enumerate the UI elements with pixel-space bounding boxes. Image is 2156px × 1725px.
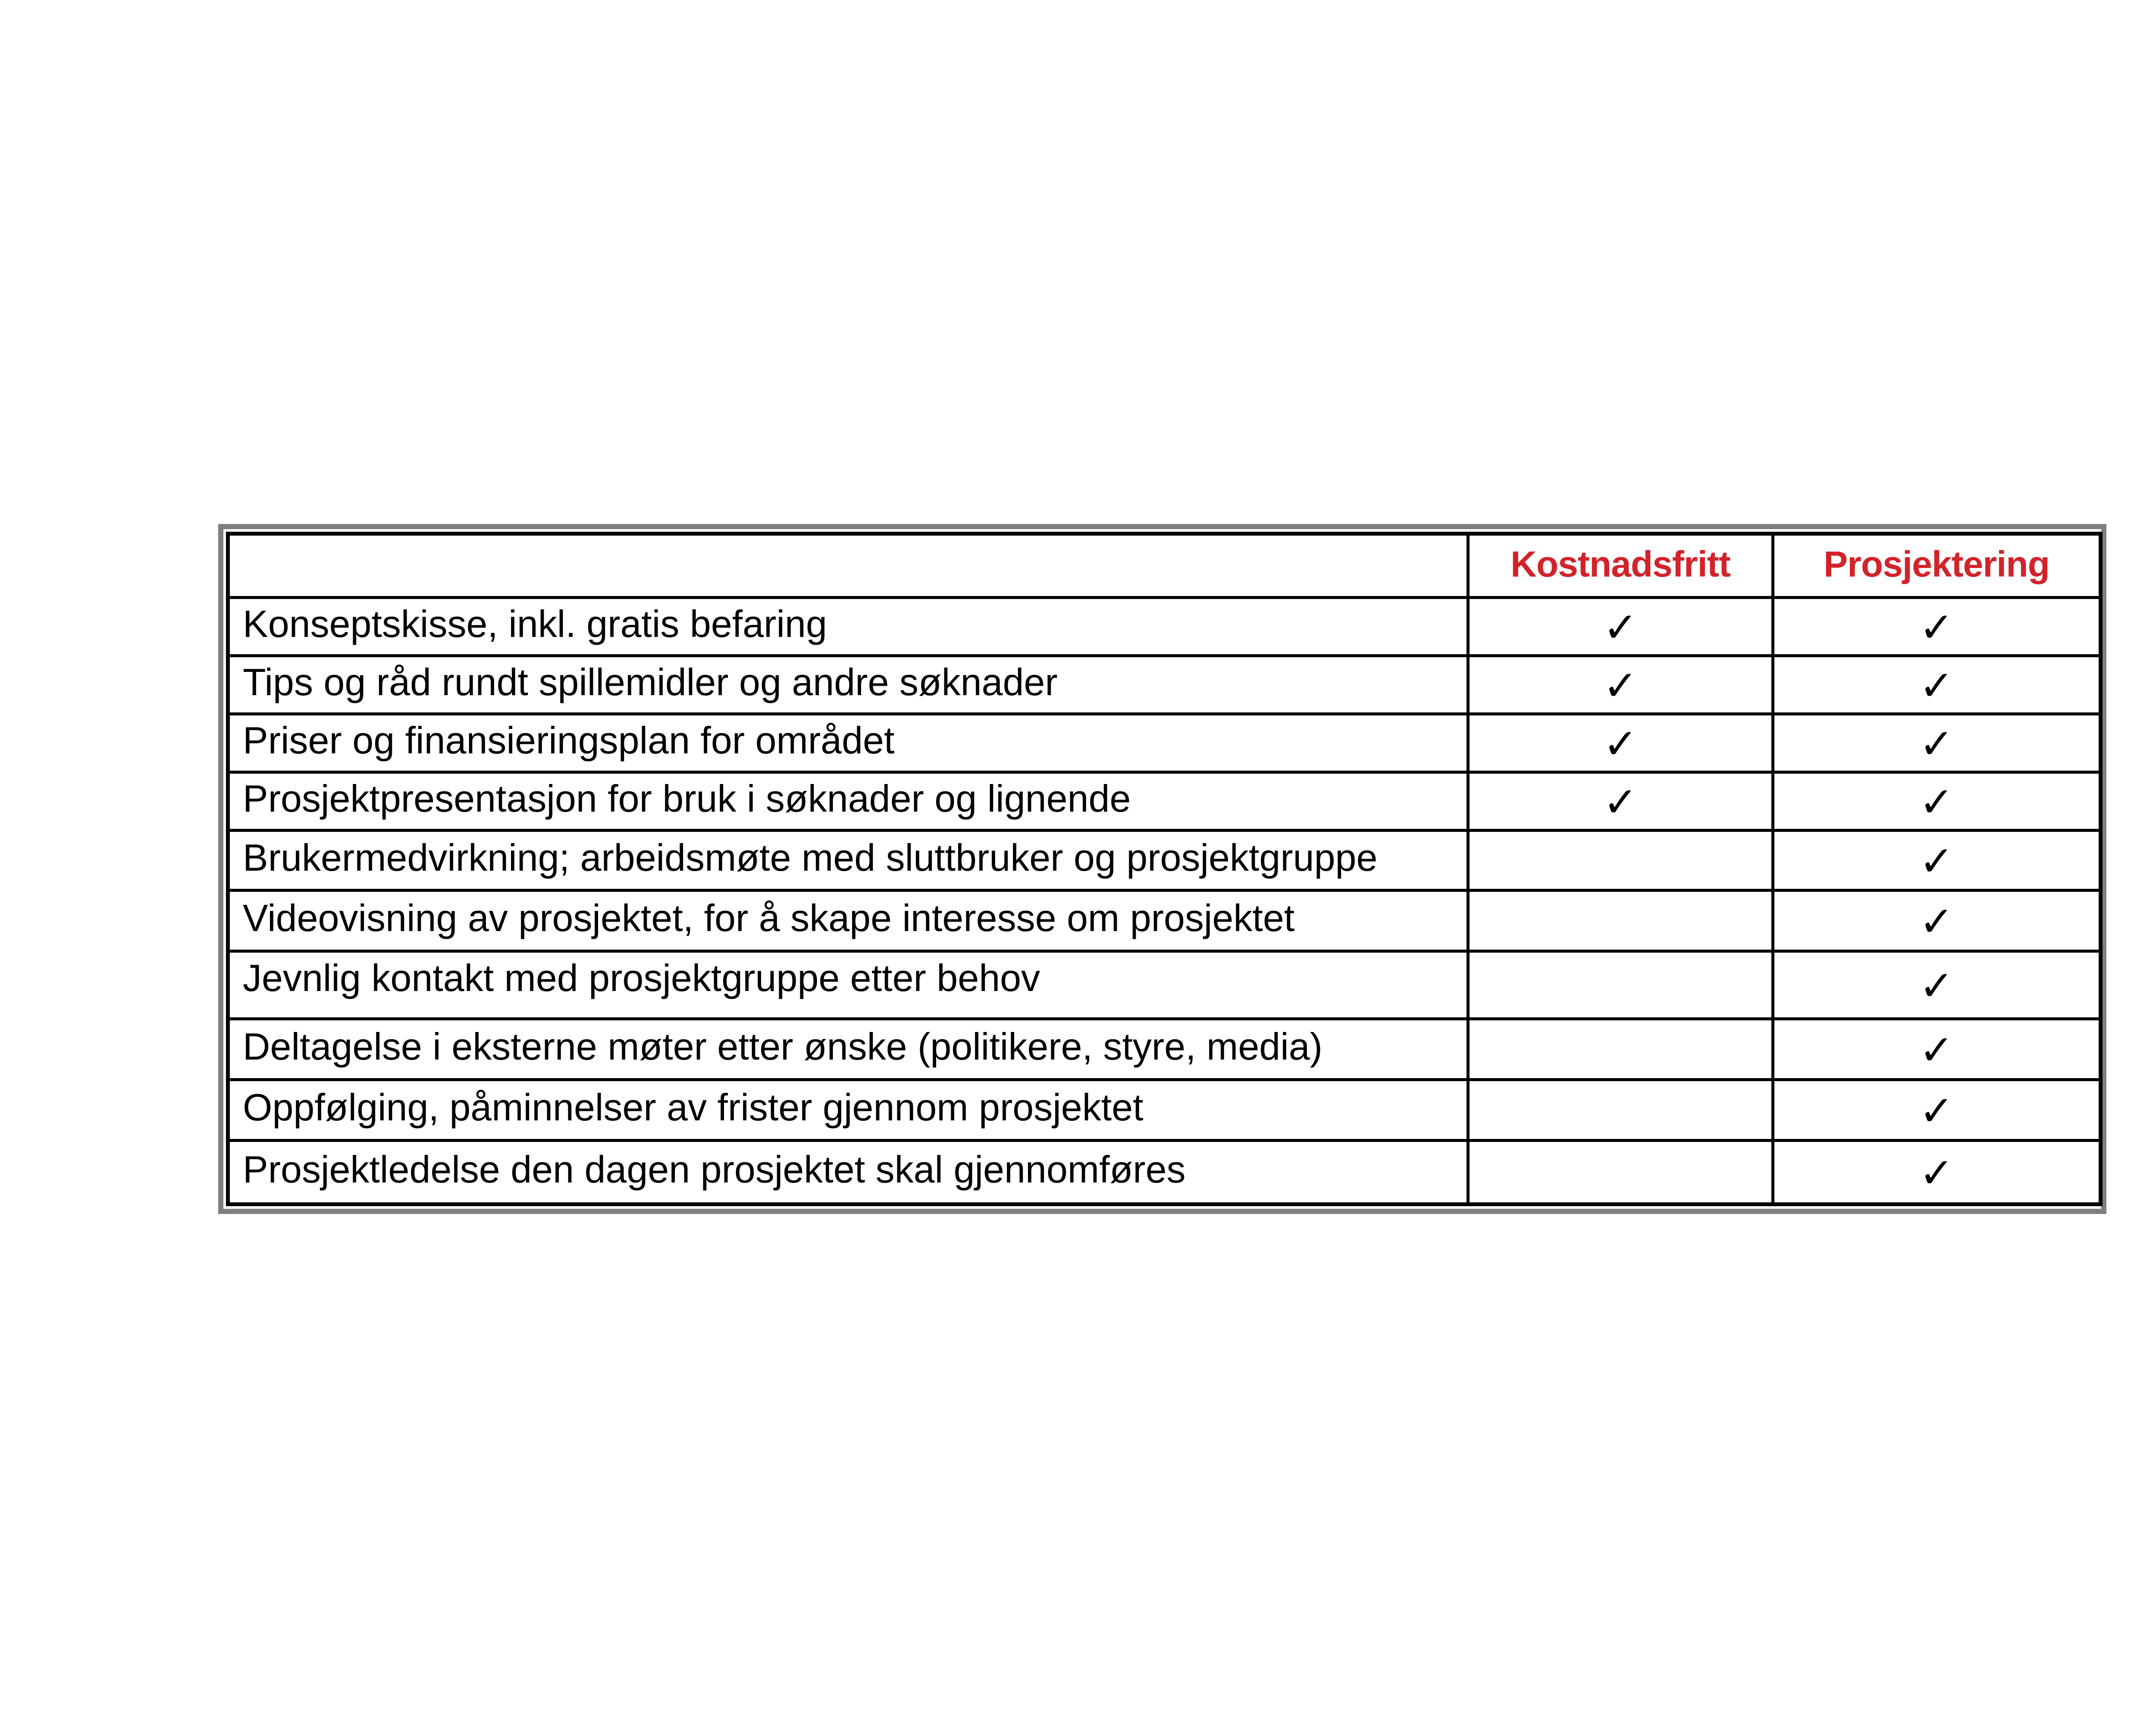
checkmark-icon: ✓ xyxy=(1919,1149,1954,1197)
comparison-table xyxy=(226,532,2103,1206)
checkmark-icon: ✓ xyxy=(1603,778,1638,826)
header-kostnadsfritt xyxy=(1468,534,1773,598)
checkmark-icon: ✓ xyxy=(1919,603,1954,652)
kostnadsfritt-cell xyxy=(1468,714,1773,772)
table-row xyxy=(228,714,2101,772)
header-prosjektering xyxy=(1773,534,2101,598)
feature-cell xyxy=(228,656,1468,714)
feature-cell xyxy=(228,598,1468,656)
prosjektering-cell xyxy=(1773,772,2101,831)
comparison-table-frame xyxy=(218,524,2106,1214)
kostnadsfritt-cell xyxy=(1468,1141,1773,1204)
kostnadsfritt-cell xyxy=(1468,1080,1773,1141)
checkmark-icon: ✓ xyxy=(1603,720,1638,768)
table-row xyxy=(228,1019,2101,1080)
prosjektering-cell xyxy=(1773,1141,2101,1204)
table-row xyxy=(228,891,2101,951)
table-row xyxy=(228,598,2101,656)
prosjektering-cell xyxy=(1773,1080,2101,1141)
checkmark-icon: ✓ xyxy=(1919,778,1954,826)
prosjektering-cell xyxy=(1773,714,2101,772)
checkmark-icon: ✓ xyxy=(1603,662,1638,710)
table-row xyxy=(228,951,2101,1019)
header-kostnadsfritt-label: Kostnadsfritt xyxy=(1510,543,1730,584)
feature-label: Priser og finansieringsplan for området xyxy=(243,719,895,762)
checkmark-icon: ✓ xyxy=(1919,720,1954,768)
feature-cell xyxy=(228,1080,1468,1141)
feature-label: Deltagelse i eksterne møter etter ønske (politikere, styre, media) xyxy=(243,1025,1323,1068)
header-feature-cell xyxy=(228,534,1468,598)
feature-label: Brukermedvirkning; arbeidsmøte med sluttbruker og prosjektgruppe xyxy=(243,836,1378,879)
kostnadsfritt-cell xyxy=(1468,951,1773,1019)
feature-label: Konseptskisse, inkl. gratis befaring xyxy=(243,602,827,645)
prosjektering-cell xyxy=(1773,656,2101,714)
table-row xyxy=(228,1141,2101,1204)
feature-label: Oppfølging, påminnelser av frister gjennom prosjektet xyxy=(243,1086,1144,1129)
prosjektering-cell xyxy=(1773,831,2101,891)
kostnadsfritt-cell xyxy=(1468,772,1773,831)
feature-label: Prosjektpresentasjon for bruk i søknader og lignende xyxy=(243,777,1131,820)
header-prosjektering-label: Prosjektering xyxy=(1824,543,2049,584)
prosjektering-cell xyxy=(1773,891,2101,951)
checkmark-icon: ✓ xyxy=(1603,603,1638,652)
kostnadsfritt-cell xyxy=(1468,598,1773,656)
prosjektering-cell xyxy=(1773,598,2101,656)
feature-label: Videovisning av prosjektet, for å skape interesse om prosjektet xyxy=(243,897,1295,939)
table-row xyxy=(228,1080,2101,1141)
table-row xyxy=(228,656,2101,714)
table-row xyxy=(228,831,2101,891)
feature-cell xyxy=(228,714,1468,772)
table-row xyxy=(228,772,2101,831)
feature-label: Tips og råd rundt spillemidler og andre søknader xyxy=(243,661,1058,703)
feature-label: Prosjektledelse den dagen prosjektet skal gjennomføres xyxy=(243,1148,1186,1191)
prosjektering-cell xyxy=(1773,951,2101,1019)
checkmark-icon: ✓ xyxy=(1919,837,1954,885)
feature-cell xyxy=(228,1141,1468,1204)
checkmark-icon: ✓ xyxy=(1919,897,1954,946)
kostnadsfritt-cell xyxy=(1468,1019,1773,1080)
feature-cell xyxy=(228,772,1468,831)
table-header-row xyxy=(228,534,2101,598)
feature-cell xyxy=(228,1019,1468,1080)
kostnadsfritt-cell xyxy=(1468,656,1773,714)
prosjektering-cell xyxy=(1773,1019,2101,1080)
kostnadsfritt-cell xyxy=(1468,831,1773,891)
feature-cell xyxy=(228,951,1468,1019)
feature-cell xyxy=(228,891,1468,951)
checkmark-icon: ✓ xyxy=(1919,962,1954,1010)
checkmark-icon: ✓ xyxy=(1919,1026,1954,1074)
feature-cell xyxy=(228,831,1468,891)
checkmark-icon: ✓ xyxy=(1919,662,1954,710)
kostnadsfritt-cell xyxy=(1468,891,1773,951)
checkmark-icon: ✓ xyxy=(1919,1087,1954,1135)
feature-label: Jevnlig kontakt med prosjektgruppe etter behov xyxy=(243,957,1040,999)
